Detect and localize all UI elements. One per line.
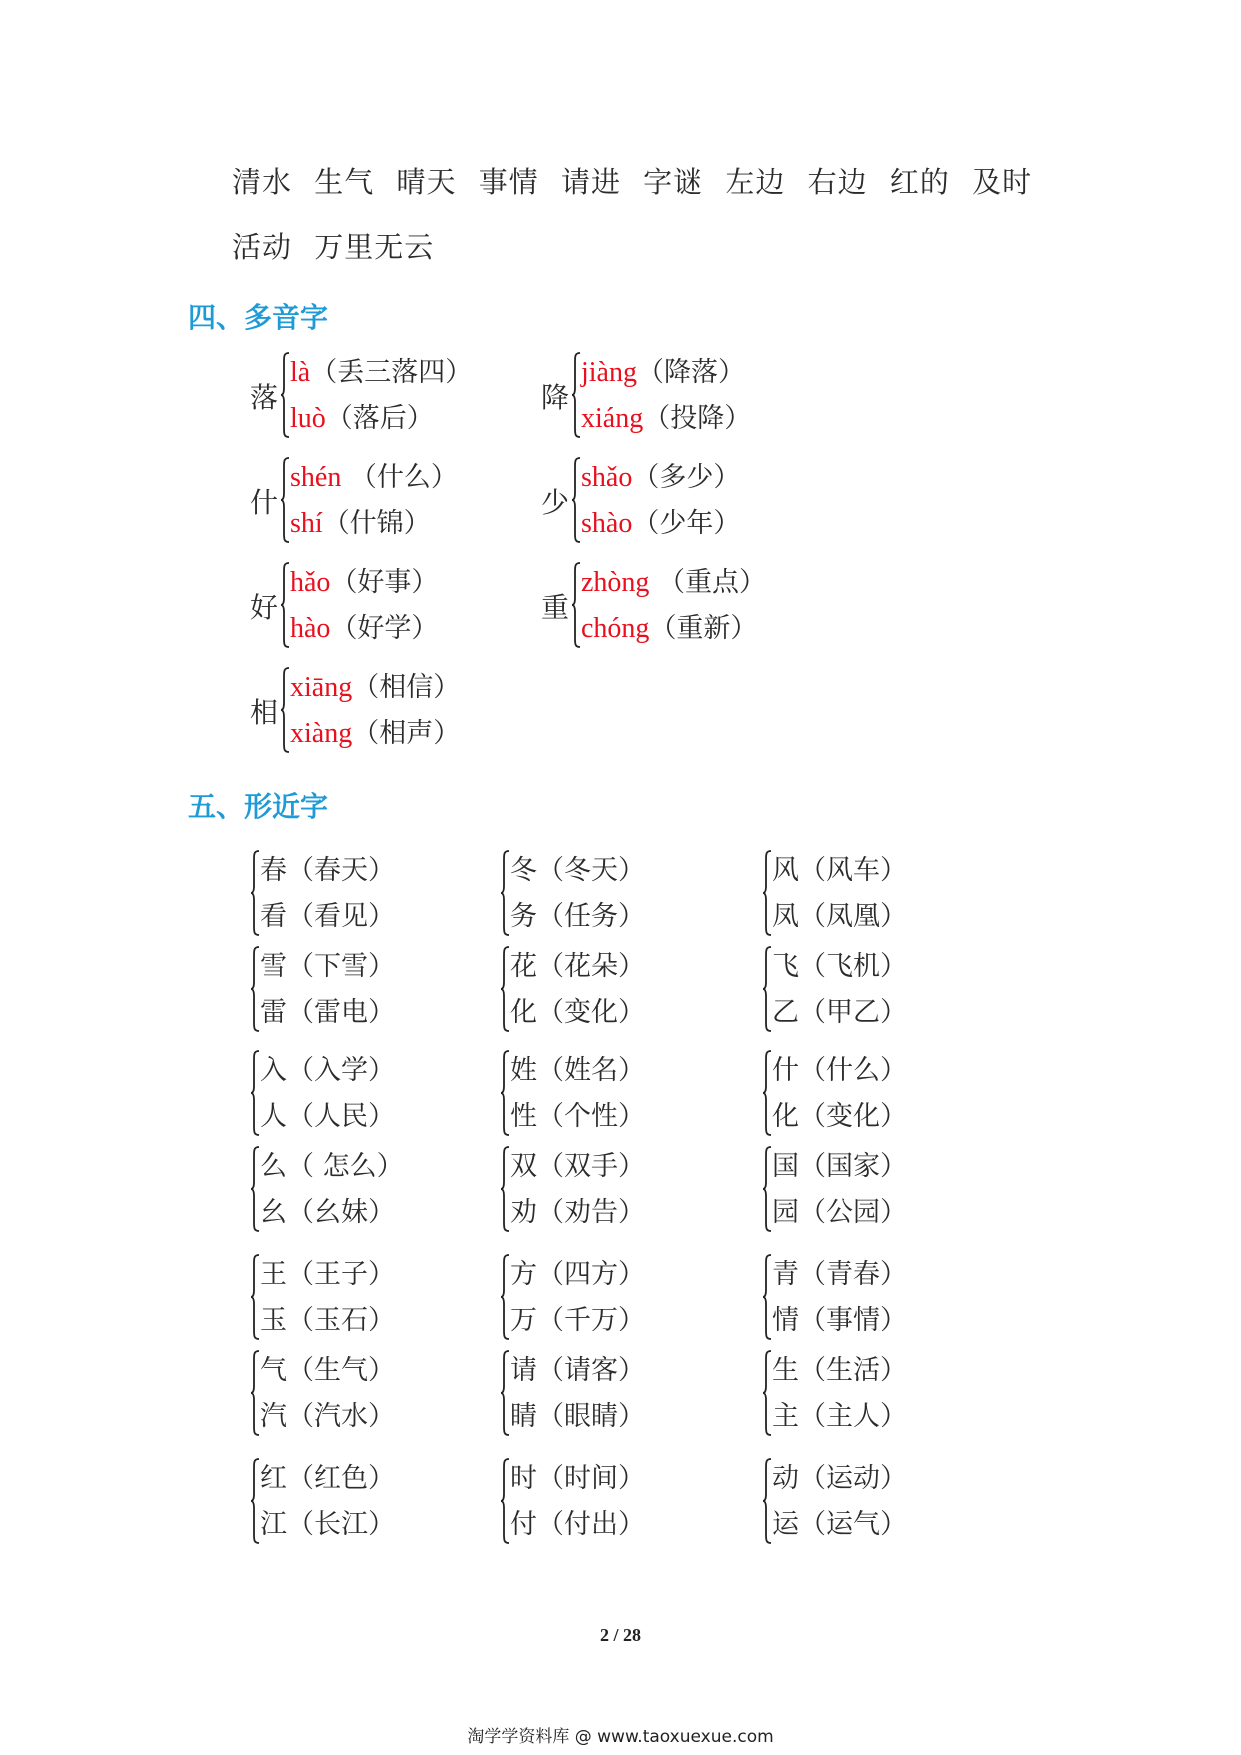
brace-icon: [280, 457, 290, 543]
similar-item: 主（主人）: [772, 1401, 907, 1432]
brace-icon: [250, 1458, 260, 1544]
pinyin: hǎo: [290, 567, 331, 598]
brace-icon: [762, 1254, 772, 1340]
polyphonic-char: 降: [541, 381, 570, 414]
example: （相信）: [352, 672, 461, 703]
brace-icon: [762, 1146, 772, 1232]
similar-item: 万（千万）: [510, 1305, 645, 1336]
similar-item: 请（请客）: [510, 1355, 645, 1386]
word: 右边: [807, 165, 868, 199]
similar-item: 化（变化）: [772, 1101, 907, 1132]
pinyin: shén: [290, 462, 342, 493]
similar-item: 睛（眼睛）: [510, 1401, 645, 1432]
brace-icon: [250, 1254, 260, 1340]
pinyin: shào: [581, 508, 633, 539]
similar-item: 春（春天）: [260, 855, 395, 886]
word-line-2: [232, 225, 446, 266]
word: 请进: [560, 165, 621, 199]
brace-icon: [250, 850, 260, 936]
reading-1: [290, 560, 438, 599]
example: （好事）: [330, 567, 439, 598]
similar-item: 看（看见）: [260, 901, 395, 932]
word: 万里无云: [314, 230, 435, 264]
example: （丢三落四）: [310, 357, 473, 388]
reading-2: [290, 606, 438, 645]
brace-icon: [250, 1050, 260, 1136]
similar-item: 冬（冬天）: [510, 855, 645, 886]
word: 红的: [889, 165, 950, 199]
brace-icon: [571, 562, 581, 648]
similar-item: 情（事情）: [772, 1305, 907, 1336]
similar-item: 雪（下雪）: [260, 951, 395, 982]
pinyin: shí: [290, 508, 323, 539]
polyphonic-char: 少: [541, 486, 570, 519]
similar-item: 国（国家）: [772, 1151, 907, 1182]
similar-item: 雷（雷电）: [260, 997, 395, 1028]
word-line-1: [232, 160, 1044, 201]
brace-icon: [500, 946, 510, 1032]
pinyin: luò: [290, 403, 326, 434]
similar-item: 江（长江）: [260, 1509, 395, 1540]
word: 及时: [972, 165, 1033, 199]
reading-2: [581, 396, 751, 435]
brace-icon: [571, 457, 581, 543]
pinyin: jiàng: [581, 357, 637, 388]
similar-item: 凤（凤凰）: [772, 901, 907, 932]
example: （多少）: [632, 462, 741, 493]
brace-icon: [500, 850, 510, 936]
similar-item: 气（生气）: [260, 1355, 395, 1386]
similar-item: 生（生活）: [772, 1355, 907, 1386]
example: （落后）: [325, 403, 434, 434]
similar-item: 玉（玉石）: [260, 1305, 395, 1336]
brace-icon: [250, 1350, 260, 1436]
reading-1: [581, 350, 745, 389]
word: 活动: [232, 230, 293, 264]
brace-icon: [500, 1050, 510, 1136]
similar-item: 入（入学）: [260, 1055, 395, 1086]
pinyin: xiàng: [290, 718, 353, 749]
similar-item: 什（什么）: [772, 1055, 907, 1086]
similar-item: 青（青春）: [772, 1259, 907, 1290]
pinyin: là: [290, 357, 311, 388]
brace-icon: [762, 850, 772, 936]
reading-2: [290, 501, 431, 540]
word: 清水: [232, 165, 293, 199]
similar-item: 运（运气）: [772, 1509, 907, 1540]
word: 字谜: [643, 165, 704, 199]
example: （重新）: [649, 613, 758, 644]
similar-item: 幺（幺妹）: [260, 1197, 395, 1228]
similar-item: 么（ 怎么）: [260, 1151, 404, 1182]
similar-item: 汽（汽水）: [260, 1401, 395, 1432]
similar-item: 动（运动）: [772, 1463, 907, 1494]
example: （好学）: [330, 613, 439, 644]
similar-item: 风（风车）: [772, 855, 907, 886]
polyphonic-char: 相: [250, 696, 279, 729]
pinyin: hào: [290, 613, 331, 644]
similar-item: 务（任务）: [510, 901, 645, 932]
example: （降落）: [637, 357, 745, 388]
brace-icon: [280, 667, 290, 753]
brace-icon: [250, 1146, 260, 1232]
brace-icon: [500, 1458, 510, 1544]
pinyin: xiáng: [581, 403, 644, 434]
reading-1: [581, 560, 766, 599]
similar-item: 人（人民）: [260, 1101, 395, 1132]
example: （投降）: [643, 403, 752, 434]
reading-1: [581, 455, 740, 494]
example: （重点）: [649, 567, 767, 598]
pinyin: zhòng: [581, 567, 650, 598]
brace-icon: [500, 1254, 510, 1340]
similar-item: 王（王子）: [260, 1259, 395, 1290]
brace-icon: [500, 1350, 510, 1436]
reading-2: [290, 711, 460, 750]
example: （相声）: [352, 718, 461, 749]
pinyin: xiāng: [290, 672, 353, 703]
similar-item: 性（个性）: [510, 1101, 645, 1132]
brace-icon: [762, 1050, 772, 1136]
brace-icon: [280, 352, 290, 438]
similar-item: 劝（劝告）: [510, 1197, 645, 1228]
brace-icon: [250, 946, 260, 1032]
polyphonic-char: 什: [250, 486, 279, 519]
word: 事情: [478, 165, 539, 199]
similar-item: 乙（甲乙）: [772, 997, 907, 1028]
footer-watermark: 淘学学资料库 @ www.taoxuexue.com: [467, 1727, 774, 1747]
reading-2: [290, 396, 434, 435]
reading-1: [290, 455, 458, 494]
similar-item: 花（花朵）: [510, 951, 645, 982]
reading-1: [290, 350, 472, 389]
pinyin: shǎo: [581, 462, 633, 493]
similar-item: 红（红色）: [260, 1463, 395, 1494]
similar-item: 双（双手）: [510, 1151, 645, 1182]
similar-item: 姓（姓名）: [510, 1055, 645, 1086]
similar-item: 方（四方）: [510, 1259, 645, 1290]
similar-item: 飞（飞机）: [772, 951, 907, 982]
example: （少年）: [632, 508, 741, 539]
similar-item: 时（时间）: [510, 1463, 645, 1494]
section-heading-similar: 五、形近字: [188, 790, 329, 823]
brace-icon: [762, 1350, 772, 1436]
example: （什锦）: [322, 508, 431, 539]
page-number: 2 / 28: [599, 1625, 641, 1645]
brace-icon: [762, 946, 772, 1032]
example: （什么）: [341, 462, 458, 493]
polyphonic-char: 落: [250, 381, 279, 414]
reading-1: [290, 665, 460, 704]
section-heading-polyphonic: 四、多音字: [188, 301, 329, 334]
brace-icon: [571, 352, 581, 438]
brace-icon: [280, 562, 290, 648]
similar-item: 园（公园）: [772, 1197, 907, 1228]
polyphonic-char: 重: [541, 591, 570, 624]
word: 晴天: [396, 165, 457, 199]
brace-icon: [500, 1146, 510, 1232]
word: 生气: [314, 165, 375, 199]
reading-2: [581, 606, 757, 645]
similar-item: 付（付出）: [510, 1509, 645, 1540]
brace-icon: [762, 1458, 772, 1544]
pinyin: chóng: [581, 613, 650, 644]
word: 左边: [725, 165, 786, 199]
polyphonic-char: 好: [250, 591, 279, 624]
reading-2: [581, 501, 740, 540]
similar-item: 化（变化）: [510, 997, 645, 1028]
